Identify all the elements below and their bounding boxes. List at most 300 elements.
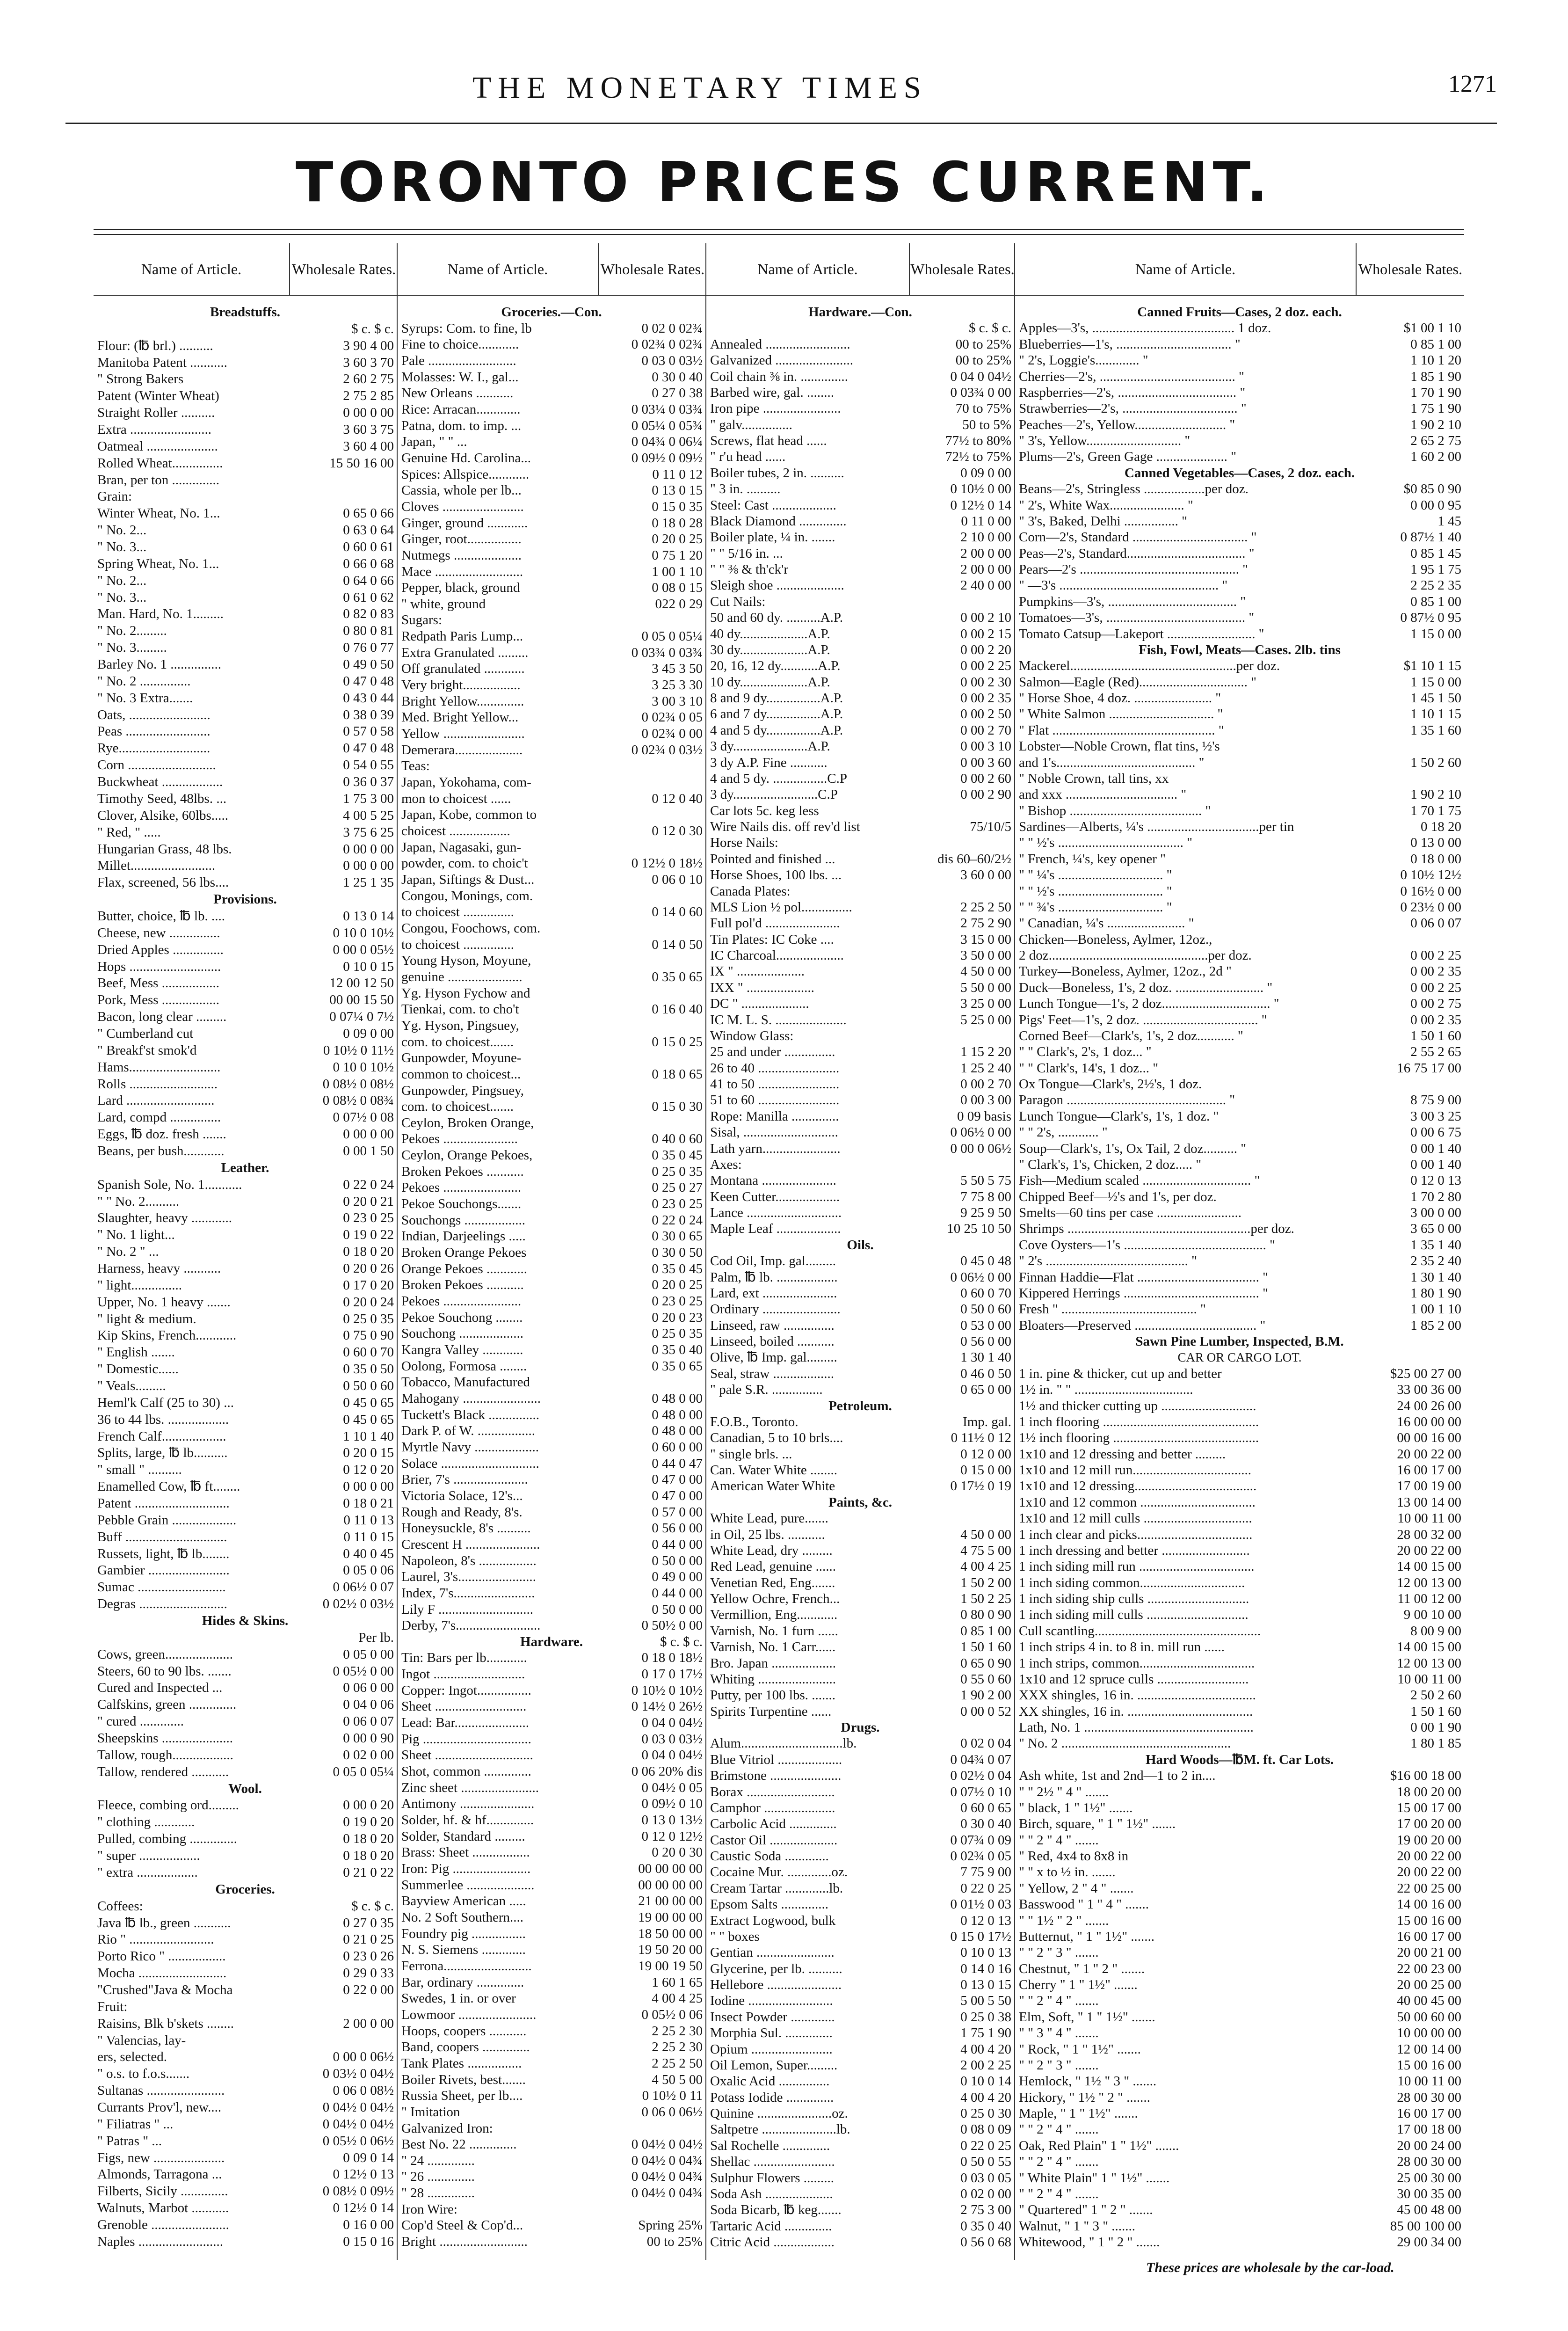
wholesale-rate: 2 25 2 35: [1410, 578, 1461, 593]
wholesale-rate: 0 05½ 0 06: [641, 2007, 703, 2022]
article-name: Coffees:: [97, 1898, 143, 1914]
article-name: Rice: Arracan.............: [401, 401, 521, 417]
article-name: Peas .........................: [97, 724, 211, 739]
wholesale-rate: 0 11 0 15: [343, 1529, 394, 1544]
article-name: 1 inch dressing and better ..........................: [1019, 1543, 1250, 1558]
article-name: Insect Powder .............: [710, 2009, 835, 2025]
wholesale-rate: dis 60–60/2½: [937, 851, 1011, 867]
wholesale-rate: 85 00 100 00: [1390, 2218, 1461, 2234]
wholesale-rate: 3 25 0 00: [960, 996, 1011, 1012]
article-name: Eggs, ℔ doz. fresh .......: [97, 1127, 226, 1142]
article-name: Upper, No. 1 heavy .......: [97, 1294, 231, 1310]
price-row: [94, 2183, 397, 2200]
price-row: [398, 1471, 705, 1488]
article-name: " No. 3.........: [97, 640, 167, 656]
article-name: " Horse Shoe, 4 doz. ....................... ": [1019, 691, 1221, 706]
article-name: Russets, light, ℔ lb........: [97, 1546, 230, 1561]
wholesale-rate: 72½ to 75%: [945, 449, 1011, 465]
section-heading: [94, 891, 397, 908]
article-name: Boiler plate, ¼ in. .......: [710, 530, 835, 545]
wholesale-rate: 0 65 0 90: [960, 1655, 1011, 1671]
wholesale-rate: 1 50 2 25: [960, 1591, 1011, 1606]
wholesale-rate: 0 85 1 00: [1410, 594, 1461, 609]
price-row: [1015, 1173, 1464, 1188]
price-row: [94, 2066, 397, 2083]
article-name: Buff ..............................: [97, 1529, 227, 1544]
price-row: [398, 1617, 705, 1634]
price-row: [706, 513, 1014, 529]
article-name: 4 and 5 dy................A.P.: [710, 722, 843, 738]
price-row: [1015, 1607, 1464, 1623]
price-row: [706, 722, 1014, 738]
wholesale-rate: 4 00 4 25: [652, 1991, 703, 2006]
wholesale-rate: 8 75 9 00: [1410, 1093, 1461, 1108]
article-name: com. to choicest.......: [401, 1034, 514, 1049]
price-row: [94, 1311, 397, 1328]
article-name: " 3's, Baked, Delhi ................ ": [1019, 513, 1187, 529]
wholesale-rate: 0 00 0 05½: [333, 942, 394, 957]
wholesale-rates-header: Wholesale Rates.: [600, 261, 705, 277]
price-row: [398, 1731, 705, 1748]
column-header: [94, 243, 397, 296]
wholesale-rate: 0 15 0 16: [343, 2234, 394, 2249]
price-row: [94, 472, 397, 489]
wholesale-rate: 0 49 0 50: [343, 657, 394, 672]
price-row: [398, 693, 705, 710]
price-row: [706, 1301, 1014, 1317]
wholesale-rate: 0 00 2 35: [960, 691, 1011, 706]
wholesale-rate: 20 00 25 00: [1397, 1977, 1461, 1992]
wholesale-rate: 0 50 0 60: [960, 1302, 1011, 1317]
article-name: 25 and under ...............: [710, 1044, 835, 1060]
footnote: These prices are wholesale by the car-load.: [1146, 2260, 1394, 2275]
price-row: [94, 2200, 397, 2217]
wholesale-rate: 0 00 0 90: [343, 1731, 394, 1746]
article-list: [1015, 304, 1464, 2250]
article-name: Sugars:: [401, 612, 442, 628]
wholesale-rate: 0 00 0 00: [343, 1479, 394, 1494]
wholesale-rate: Per lb.: [358, 1630, 394, 1645]
article-name: 41 to 50 ........................: [710, 1077, 840, 1092]
price-row: [94, 405, 397, 422]
wholesale-rate: 1 30 1 40: [1410, 1269, 1461, 1285]
section-heading: [706, 1398, 1014, 1414]
article-name: Paragon ............................................... ": [1019, 1093, 1235, 1108]
article-name: Linseed, raw ...............: [710, 1318, 835, 1333]
price-row: [398, 1439, 705, 1456]
price-row: [94, 841, 397, 858]
article-name: 1 inch siding common...............................: [1019, 1575, 1245, 1590]
article-name: Victoria Solace, 12's...: [401, 1488, 523, 1503]
wholesale-rate: 0 15 0 25: [652, 1034, 703, 1049]
wholesale-rate: 0 44 0 00: [652, 1585, 703, 1601]
article-name: " " ¼'s ............................... ": [1019, 867, 1172, 883]
wholesale-rate: 0 55 0 60: [960, 1671, 1011, 1687]
article-name: Almonds, Tarragona ...: [97, 2167, 222, 2182]
wholesale-rate: 0 30 0 65: [652, 1229, 703, 1244]
price-row: [398, 564, 705, 580]
page-title: TORONTO PRICES CURRENT.: [295, 150, 1273, 214]
article-name: Carbolic Acid ..............: [710, 1816, 837, 1832]
price-row: [1015, 320, 1464, 336]
price-row: [706, 819, 1014, 835]
article-name: Young Hyson, Moyune,: [401, 953, 531, 969]
article-name: Cream Tartar .............lb.: [710, 1880, 843, 1896]
price-row: [398, 1115, 705, 1131]
article-name: Corn ..........................: [97, 758, 216, 773]
wholesale-rate: 0 14 0 60: [652, 904, 703, 920]
price-row: [706, 2202, 1014, 2218]
price-row: [398, 1180, 705, 1196]
article-name: Cut Nails:: [710, 594, 766, 609]
price-row: [1015, 1945, 1464, 1960]
price-row: [398, 1196, 705, 1212]
price-row: [398, 1958, 705, 1974]
section-heading: [1015, 304, 1464, 320]
article-name: Ash white, 1st and 2nd—1 to 2 in....: [1019, 1768, 1216, 1784]
price-row: [1015, 1929, 1464, 1945]
price-row: [94, 1260, 397, 1277]
article-name: Soup—Clark's, 1's, Ox Tail, 2 doz.......... ": [1019, 1141, 1247, 1156]
article-name: " Breakf'st smok'd: [97, 1042, 197, 1058]
price-row: [1015, 1076, 1464, 1092]
price-row: [94, 488, 397, 505]
wholesale-rate: $1 00 1 10: [1403, 321, 1461, 336]
wholesale-rate: 0 23 0 26: [343, 1949, 394, 1964]
article-name: Japan, Kobe, common to: [401, 807, 537, 823]
price-row: [1015, 980, 1464, 996]
wholesale-rate: 0 02 0 00: [343, 1747, 394, 1763]
price-row: [94, 1831, 397, 1848]
article-name: Broken Orange Pekoes: [401, 1245, 527, 1260]
article-name: Cop'd Steel & Cop'd...: [401, 2218, 523, 2233]
price-row: [398, 2153, 705, 2169]
article-name: Sumac ..........................: [97, 1580, 226, 1595]
price-row: [94, 824, 397, 841]
article-name: " " Clark's, 14's, 1 doz... ": [1019, 1060, 1159, 1076]
price-row: [706, 1848, 1014, 1864]
article-name: Lead: Bar......................: [401, 1715, 530, 1731]
price-row: [706, 867, 1014, 883]
price-row: [706, 1141, 1014, 1157]
article-name: Epsom Salts ..............: [710, 1897, 828, 1912]
article-name: Peaches—2's, Yellow........................... ": [1019, 417, 1235, 432]
wholesale-rate: 45 00 48 00: [1397, 2202, 1461, 2218]
article-name: Corned Beef—Clark's, 1's, 2 doz........... ": [1019, 1028, 1243, 1043]
article-name: Car lots 5c. keg less: [710, 803, 819, 818]
article-name: Souchongs ..................: [401, 1212, 526, 1228]
article-name: 1x10 and 12 mill culls ................................: [1019, 1511, 1252, 1526]
price-row: [706, 1768, 1014, 1784]
wholesale-rate: 0 48 0 00: [652, 1391, 703, 1406]
price-row: [1015, 1768, 1464, 1784]
price-row: [706, 883, 1014, 899]
price-row: [398, 969, 705, 985]
wholesale-rate: 0 60 0 61: [343, 539, 394, 555]
price-row: [706, 1446, 1014, 1462]
wholesale-rate: 1 00 1 10: [652, 564, 703, 579]
price-row: [1015, 1124, 1464, 1140]
article-name: Axes:: [710, 1157, 742, 1172]
article-name: Putty, per 100 lbs. .......: [710, 1688, 835, 1703]
wholesale-rate: 022 0 29: [655, 596, 703, 612]
wholesale-rate: 5 50 0 00: [960, 980, 1011, 995]
article-name: 8 and 9 dy................A.P.: [710, 691, 843, 706]
price-row: [706, 561, 1014, 577]
article-name: Barley No. 1 ...............: [97, 657, 221, 672]
wholesale-rate: 0 07¼ 0 7½: [329, 1009, 394, 1025]
price-row: [1015, 433, 1464, 449]
article-name: Lance ............................: [710, 1205, 842, 1220]
article-name: Splits, large, ℔ lb..........: [97, 1445, 228, 1461]
wholesale-rate: 0 27 0 35: [343, 1915, 394, 1930]
article-name: Screws, flat head ......: [710, 433, 827, 448]
price-row: [94, 1177, 397, 1194]
wholesale-rate: 28 00 32 00: [1397, 1527, 1461, 1542]
article-name: Patent (Winter Wheat): [97, 388, 219, 404]
price-row: [94, 959, 397, 976]
price-row: [1015, 819, 1464, 835]
wholesale-rate: 0 04½ 0 04½: [631, 2137, 703, 2152]
article-name: Tomatoes—3's, ......................................... ": [1019, 610, 1255, 626]
article-name: to choicest ...............: [401, 937, 514, 952]
wholesale-rate: 0 12 0 13: [960, 1913, 1011, 1928]
price-row: [398, 1715, 705, 1731]
article-name: Rye...........................: [97, 741, 211, 756]
article-name: Oak, Red Plain" 1 " 1½" .......: [1019, 2138, 1179, 2153]
article-name: 50 and 60 dy. ..........A.P.: [710, 610, 843, 626]
article-name: " " 5/16 in. ...: [710, 546, 783, 561]
article-name: Redpath Paris Lump...: [401, 629, 523, 644]
article-name: Keen Cutter...................: [710, 1189, 840, 1204]
price-row: [94, 1059, 397, 1076]
article-name: " —3's ............................................... ": [1019, 578, 1228, 593]
wholesale-rate: 2 00 0 00: [343, 2016, 394, 2031]
price-row: [706, 320, 1014, 336]
wholesale-rate: 50 00 60 00: [1397, 2009, 1461, 2025]
wholesale-rate: 0 60 0 70: [960, 1285, 1011, 1301]
wholesale-rate: 0 05 0 00: [343, 1646, 394, 1662]
price-row: [1015, 626, 1464, 642]
price-row: [1015, 594, 1464, 610]
wholesale-rate: 00 00 15 50: [329, 992, 394, 1008]
price-row: [1015, 1044, 1464, 1060]
article-name: Petroleum.: [828, 1398, 892, 1413]
price-row: [94, 2032, 397, 2049]
wholesale-rate: 0 23 0 25: [652, 1196, 703, 1212]
article-name: " small " ..........: [97, 1462, 182, 1478]
price-row: [398, 1861, 705, 1877]
wholesale-rate: 11 00 12 00: [1397, 1591, 1461, 1606]
article-name: Extra ........................: [97, 422, 212, 437]
wholesale-rate: 0 50 0 00: [652, 1602, 703, 1617]
price-row: [94, 942, 397, 959]
wholesale-rate: 28 00 30 00: [1397, 2154, 1461, 2170]
wholesale-rate: 0 10½ 0 00: [950, 481, 1011, 497]
price-row: [706, 385, 1014, 401]
price-row: [1015, 1108, 1464, 1124]
wholesale-rate: 0 18 0 00: [1410, 851, 1461, 867]
price-row: [1015, 369, 1464, 385]
wholesale-rate: 0 13 0 14: [343, 908, 394, 924]
wholesale-rate: 0 17½ 0 19: [950, 1479, 1011, 1494]
article-name: Sheet .............................: [401, 1748, 533, 1763]
price-row: [706, 1076, 1014, 1092]
article-name: Very bright.................: [401, 677, 521, 693]
wholesale-rate: 0 02 0 02¾: [641, 321, 703, 336]
price-row: [706, 449, 1014, 465]
wholesale-rate: 0 14½ 0 26½: [631, 1699, 703, 1714]
article-name: 4 and 5 dy. ................C.P: [710, 771, 847, 786]
article-name: Tin: Bars per lb............: [401, 1650, 527, 1666]
article-name: Spanish Sole, No. 1...........: [97, 1177, 242, 1192]
price-row: [1015, 481, 1464, 497]
article-name: Extra Granulated .........: [401, 645, 529, 660]
wholesale-rate: 0 11 0 00: [961, 513, 1011, 529]
article-name: Alum..............................lb.: [710, 1736, 857, 1751]
wholesale-rate: $25 00 27 00: [1390, 1366, 1461, 1381]
article-name: Iron: Pig .......................: [401, 1861, 531, 1876]
price-row: [94, 1931, 397, 1948]
price-row: [1015, 706, 1464, 722]
wholesale-rate: 0 02¾ 0 03½: [631, 742, 703, 758]
wholesale-rate: 9 00 10 00: [1403, 1607, 1461, 1623]
wholesale-rate: 3 00 3 10: [652, 693, 703, 709]
price-row: [706, 1864, 1014, 1880]
article-name: ers, selected.: [97, 2049, 167, 2065]
name-of-article-header: Name of Article.: [398, 243, 599, 295]
price-row: [398, 1990, 705, 2007]
article-name: Wool.: [228, 1781, 262, 1796]
price-row: [1015, 1639, 1464, 1655]
price-row: [1015, 1735, 1464, 1751]
article-name: N. S. Siemens .............: [401, 1942, 526, 1958]
price-row: [398, 2072, 705, 2088]
wholesale-rate: 2 75 2 85: [343, 388, 394, 404]
wholesale-rate: 0 10 0 13: [960, 1945, 1011, 1960]
price-row: [1015, 1141, 1464, 1157]
article-name: Broken Pekoes ...........: [401, 1277, 524, 1293]
price-row: [706, 1591, 1014, 1607]
wholesale-rate: 0 35 0 65: [652, 969, 703, 984]
article-name: " No. 2 ..................................................: [1019, 1736, 1231, 1751]
price-row: [94, 455, 397, 472]
name-of-article-header: Name of Article.: [1015, 243, 1357, 295]
article-name: powder, com. to choic't: [401, 856, 528, 871]
article-name: Oil Lemon, Super.........: [710, 2057, 838, 2073]
wholesale-rate: 0 85 1 45: [1410, 546, 1461, 561]
wholesale-rate: 0 21 0 25: [343, 1932, 394, 1947]
article-name: Camphor .....................: [710, 1800, 835, 1815]
article-name: Fruit:: [97, 1999, 128, 2014]
wholesale-rate: 3 60 4 00: [343, 438, 394, 454]
article-name: and 1's......................................... ": [1019, 755, 1205, 770]
article-name: Cherry " 1 " 1½" .......: [1019, 1977, 1138, 1992]
price-row: [398, 1926, 705, 1942]
price-row: [94, 1999, 397, 2016]
article-name: Soda Bicarb, ℔ keg.......: [710, 2202, 842, 2218]
masthead: [65, 70, 1497, 108]
wholesale-rate: 0 50 0 55: [960, 2154, 1011, 2170]
price-row: [706, 1880, 1014, 1896]
article-name: 1x10 and 12 mill run...................................: [1019, 1463, 1252, 1478]
article-name: Tobacco, Manufactured: [401, 1375, 530, 1390]
wholesale-rate: 0 11 0 13: [343, 1512, 394, 1528]
wholesale-rate: 0 47 0 48: [343, 741, 394, 756]
article-name: " 2's, White Wax...................... ": [1019, 497, 1193, 513]
article-name: Solace .............................: [401, 1456, 539, 1471]
price-row: [398, 1747, 705, 1763]
article-name: Nutmegs ....................: [401, 547, 522, 563]
wholesale-rate: 0 04½ 0 05: [641, 1780, 703, 1795]
article-name: Heml'k Calf (25 to 30) ...: [97, 1395, 234, 1410]
article-name: choicest ..................: [401, 823, 510, 838]
article-list: [398, 304, 705, 2250]
article-name: 3 dy.........................C.P: [710, 787, 838, 802]
section-heading: [398, 1634, 705, 1650]
wholesale-rate: 00 to 25%: [955, 353, 1011, 368]
article-name: Mocha ..........................: [97, 1966, 227, 1981]
wholesale-rate: 0 49 0 00: [652, 1569, 703, 1585]
article-name: French Calf...................: [97, 1428, 226, 1444]
price-row: [94, 1277, 397, 1294]
article-name: " White Salmon ............................... ": [1019, 707, 1223, 722]
article-name: Sardines—Alberts, ¼'s .................................per tin: [1019, 819, 1294, 834]
article-name: Sisal, ............................: [710, 1125, 838, 1140]
price-row: [1015, 546, 1464, 561]
article-name: Grain:: [97, 489, 132, 504]
wholesale-rate: 0 01½ 0 03: [950, 1897, 1011, 1912]
article-name: Zinc sheet .......................: [401, 1780, 539, 1795]
wholesale-rate: Spring 25%: [638, 2218, 703, 2233]
wholesale-rate: 33 00 36 00: [1397, 1382, 1461, 1398]
price-row: [1015, 1880, 1464, 1896]
article-name: Hardware.—Con.: [808, 305, 912, 320]
price-row: [706, 771, 1014, 787]
price-row: [94, 422, 397, 438]
wholesale-rate: 0 85 1 00: [960, 1623, 1011, 1639]
wholesale-rate: 0 07½ 0 10: [950, 1784, 1011, 1799]
price-row: [706, 1478, 1014, 1494]
price-row: [398, 645, 705, 661]
price-row: [1015, 1816, 1464, 1832]
wholesale-rate: 0 10 0 15: [343, 959, 394, 974]
price-row: [398, 482, 705, 499]
price-row: [706, 803, 1014, 819]
title-rule: [94, 229, 1464, 230]
wholesale-rate: $1 10 1 15: [1403, 658, 1461, 674]
article-name: IC M. L. S. .....................: [710, 1012, 847, 1027]
article-name: Maple Leaf ...................: [710, 1221, 841, 1237]
wholesale-rate: 10 00 11 00: [1397, 1671, 1461, 1687]
section-heading: [706, 1237, 1014, 1253]
price-row: [706, 980, 1014, 996]
price-row: [1015, 1800, 1464, 1816]
price-row: [1015, 2202, 1464, 2218]
section-heading: [94, 304, 397, 321]
price-row: [398, 791, 705, 807]
price-row: [1015, 2090, 1464, 2105]
wholesale-rate: 0 00 2 60: [960, 771, 1011, 786]
section-heading: [94, 1160, 397, 1177]
wholesale-rate: 0 22 0 00: [343, 1982, 394, 1997]
price-row: [94, 438, 397, 455]
wholesale-rate: 2 10 0 00: [960, 530, 1011, 545]
price-row: [706, 2154, 1014, 2170]
wholesale-rate: 0 06 0 08½: [333, 2083, 394, 2098]
wholesale-rate: 0 09 0 00: [343, 1026, 394, 1041]
price-row: [398, 1018, 705, 1034]
